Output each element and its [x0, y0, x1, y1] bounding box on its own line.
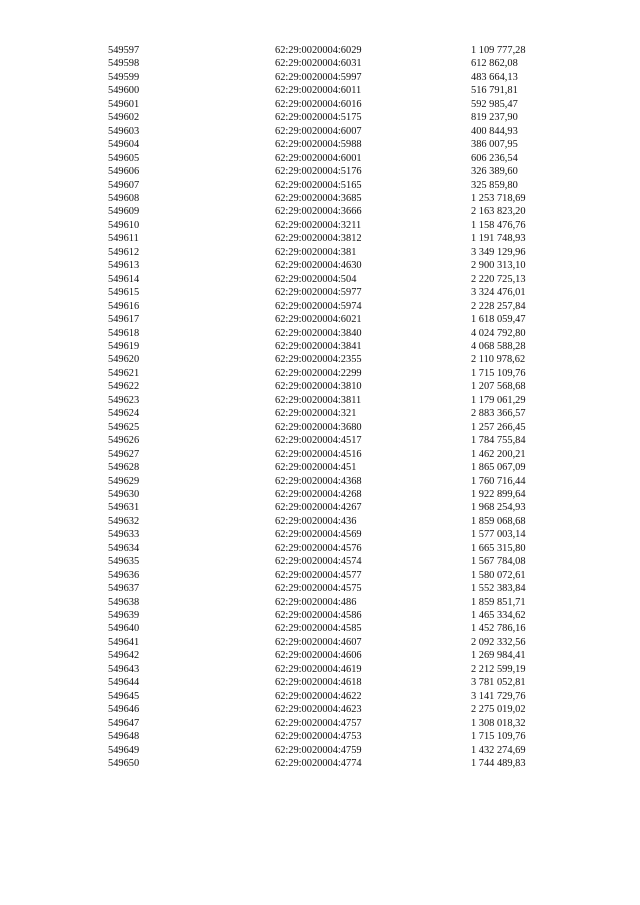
table-row — [108, 98, 561, 111]
table-row — [108, 434, 561, 447]
cadastral-value-cell: 1 577 003,14 — [471, 529, 526, 541]
cadastral-number-cell: 62:29:0020004:6007 — [275, 125, 362, 137]
table-row — [108, 703, 561, 716]
table-row — [108, 515, 561, 528]
table-row — [108, 44, 561, 57]
row-number-cell: 549632 — [108, 515, 140, 527]
row-number-cell: 549597 — [108, 45, 140, 56]
row-number-cell: 549636 — [108, 569, 140, 581]
cadastral-value-cell: 1 784 755,84 — [471, 435, 526, 447]
cadastral-number-cell: 62:29:0020004:4618 — [275, 677, 362, 689]
table-row — [108, 340, 561, 353]
cadastral-number-cell: 62:29:0020004:4759 — [275, 744, 362, 756]
cadastral-value-cell: 1 158 476,76 — [471, 219, 526, 231]
cadastral-value-cell: 592 985,47 — [471, 98, 518, 110]
cadastral-value-cell: 4 068 588,28 — [471, 340, 526, 352]
cadastral-number-cell: 62:29:0020004:3685 — [275, 192, 362, 204]
row-number-cell: 549638 — [108, 596, 140, 608]
cadastral-number-cell: 62:29:0020004:381 — [275, 246, 357, 258]
row-number-cell: 549644 — [108, 677, 140, 689]
cadastral-number-cell: 62:29:0020004:4606 — [275, 650, 362, 662]
cadastral-value-cell: 2 163 823,20 — [471, 206, 526, 218]
row-number-cell: 549606 — [108, 166, 140, 178]
cadastral-number-cell: 62:29:0020004:4576 — [275, 542, 362, 554]
cadastral-value-cell: 1 580 072,61 — [471, 569, 526, 581]
cadastral-number-cell: 62:29:0020004:451 — [275, 462, 357, 474]
cadastral-number-cell: 62:29:0020004:4577 — [275, 569, 362, 581]
table-row — [108, 757, 561, 770]
cadastral-value-cell: 1 462 200,21 — [471, 448, 526, 460]
cadastral-number-cell: 62:29:0020004:5977 — [275, 287, 362, 299]
cadastral-number-cell: 62:29:0020004:486 — [275, 596, 357, 608]
cadastral-value-table — [108, 44, 561, 770]
table-row — [108, 192, 561, 205]
row-number-cell: 549616 — [108, 300, 140, 312]
cadastral-value-cell: 4 024 792,80 — [471, 327, 526, 339]
row-number-cell: 549618 — [108, 327, 140, 339]
cadastral-value-cell: 2 275 019,02 — [471, 704, 526, 716]
cadastral-number-cell: 62:29:0020004:4574 — [275, 556, 362, 568]
row-number-cell: 549642 — [108, 650, 140, 662]
row-number-cell: 549624 — [108, 408, 140, 420]
row-number-cell: 549645 — [108, 690, 140, 702]
row-number-cell: 549647 — [108, 717, 140, 729]
cadastral-value-cell: 3 781 052,81 — [471, 677, 526, 689]
cadastral-number-cell: 62:29:0020004:3680 — [275, 421, 362, 433]
cadastral-value-cell: 1 618 059,47 — [471, 314, 526, 326]
row-number-cell: 549611 — [108, 233, 139, 245]
cadastral-value-cell: 612 862,08 — [471, 58, 518, 70]
row-number-cell: 549599 — [108, 71, 140, 83]
cadastral-value-cell: 2 228 257,84 — [471, 300, 526, 312]
row-number-cell: 549604 — [108, 139, 140, 151]
table-row — [108, 205, 561, 218]
cadastral-value-cell: 1 452 786,16 — [471, 623, 526, 635]
row-number-cell: 549617 — [108, 314, 140, 326]
cadastral-number-cell: 62:29:0020004:3666 — [275, 206, 362, 218]
cadastral-number-cell: 62:29:0020004:6011 — [275, 85, 362, 97]
cadastral-number-cell: 62:29:0020004:5165 — [275, 179, 362, 191]
table-row — [108, 57, 561, 70]
cadastral-value-cell: 2 900 313,10 — [471, 260, 526, 272]
row-number-cell: 549615 — [108, 287, 140, 299]
row-number-cell: 549625 — [108, 421, 140, 433]
cadastral-number-cell: 62:29:0020004:6031 — [275, 58, 362, 70]
table-row — [108, 394, 561, 407]
cadastral-value-cell: 1 432 274,69 — [471, 744, 526, 756]
table-row — [108, 676, 561, 689]
table-row — [108, 138, 561, 151]
cadastral-number-cell: 62:29:0020004:3811 — [275, 394, 362, 406]
cadastral-number-cell: 62:29:0020004:321 — [275, 408, 357, 420]
row-number-cell: 549607 — [108, 179, 140, 191]
row-number-cell: 549621 — [108, 367, 140, 379]
cadastral-number-cell: 62:29:0020004:4757 — [275, 717, 362, 729]
row-number-cell: 549612 — [108, 246, 140, 258]
table-row — [108, 730, 561, 743]
cadastral-number-cell: 62:29:0020004:4619 — [275, 663, 362, 675]
cadastral-value-cell: 1 109 777,28 — [471, 45, 526, 56]
cadastral-number-cell: 62:29:0020004:3812 — [275, 233, 362, 245]
cadastral-number-cell: 62:29:0020004:504 — [275, 273, 357, 285]
table-row — [108, 596, 561, 609]
cadastral-value-cell: 1 253 718,69 — [471, 192, 526, 204]
cadastral-value-cell: 1 179 061,29 — [471, 394, 526, 406]
table-row — [108, 327, 561, 340]
row-number-cell: 549649 — [108, 744, 140, 756]
cadastral-value-cell: 1 922 899,64 — [471, 488, 526, 500]
cadastral-value-cell: 1 968 254,93 — [471, 502, 526, 514]
cadastral-value-cell: 1 308 018,32 — [471, 717, 526, 729]
table-row — [108, 475, 561, 488]
table-row — [108, 555, 561, 568]
table-row — [108, 690, 561, 703]
cadastral-number-cell: 62:29:0020004:4267 — [275, 502, 362, 514]
row-number-cell: 549641 — [108, 636, 140, 648]
table-row — [108, 179, 561, 192]
cadastral-number-cell: 62:29:0020004:3810 — [275, 381, 362, 393]
row-number-cell: 549634 — [108, 542, 140, 554]
table-row — [108, 663, 561, 676]
cadastral-value-cell: 1 465 334,62 — [471, 610, 526, 622]
cadastral-value-cell: 1 859 851,71 — [471, 596, 526, 608]
cadastral-value-cell: 2 110 978,62 — [471, 354, 526, 366]
table-row — [108, 353, 561, 366]
cadastral-number-cell: 62:29:0020004:4623 — [275, 704, 362, 716]
table-row — [108, 407, 561, 420]
table-row — [108, 125, 561, 138]
row-number-cell: 549637 — [108, 583, 140, 595]
table-row — [108, 636, 561, 649]
table-row — [108, 152, 561, 165]
row-number-cell: 549622 — [108, 381, 140, 393]
table-row — [108, 488, 561, 501]
cadastral-value-cell: 1 744 489,83 — [471, 758, 526, 770]
row-number-cell: 549605 — [108, 152, 140, 164]
cadastral-value-cell: 2 212 599,19 — [471, 663, 526, 675]
row-number-cell: 549609 — [108, 206, 140, 218]
row-number-cell: 549603 — [108, 125, 140, 137]
row-number-cell: 549600 — [108, 85, 140, 97]
cadastral-value-cell: 1 865 067,09 — [471, 462, 526, 474]
cadastral-number-cell: 62:29:0020004:5988 — [275, 139, 362, 151]
cadastral-value-cell: 1 207 568,68 — [471, 381, 526, 393]
cadastral-value-cell: 1 191 748,93 — [471, 233, 526, 245]
row-number-cell: 549601 — [108, 98, 140, 110]
row-number-cell: 549648 — [108, 731, 140, 743]
cadastral-value-cell: 3 324 476,01 — [471, 287, 526, 299]
cadastral-number-cell: 62:29:0020004:3840 — [275, 327, 362, 339]
cadastral-value-cell: 3 349 129,96 — [471, 246, 526, 258]
row-number-cell: 549620 — [108, 354, 140, 366]
row-number-cell: 549628 — [108, 462, 140, 474]
cadastral-value-cell: 1 760 716,44 — [471, 475, 526, 487]
table-row — [108, 717, 561, 730]
table-row — [108, 313, 561, 326]
cadastral-number-cell: 62:29:0020004:4586 — [275, 610, 362, 622]
table-row — [108, 501, 561, 514]
cadastral-number-cell: 62:29:0020004:5997 — [275, 71, 362, 83]
row-number-cell: 549633 — [108, 529, 140, 541]
table-row — [108, 84, 561, 97]
row-number-cell: 549623 — [108, 394, 140, 406]
row-number-cell: 549626 — [108, 435, 140, 447]
cadastral-number-cell: 62:29:0020004:4630 — [275, 260, 362, 272]
cadastral-value-cell: 1 859 068,68 — [471, 515, 526, 527]
row-number-cell: 549646 — [108, 704, 140, 716]
table-row — [108, 232, 561, 245]
table-row — [108, 380, 561, 393]
cadastral-value-cell: 326 389,60 — [471, 166, 518, 178]
cadastral-value-cell: 325 859,80 — [471, 179, 518, 191]
cadastral-value-cell: 1 715 109,76 — [471, 731, 526, 743]
table-row — [108, 461, 561, 474]
cadastral-value-cell: 516 791,81 — [471, 85, 518, 97]
table-row — [108, 367, 561, 380]
table-row — [108, 219, 561, 232]
row-number-cell: 549640 — [108, 623, 140, 635]
table-row — [108, 448, 561, 461]
cadastral-number-cell: 62:29:0020004:4368 — [275, 475, 362, 487]
table-row — [108, 622, 561, 635]
row-number-cell: 549613 — [108, 260, 140, 272]
row-number-cell: 549602 — [108, 112, 140, 124]
cadastral-value-cell: 819 237,90 — [471, 112, 518, 124]
row-number-cell: 549631 — [108, 502, 140, 514]
cadastral-value-cell: 2 883 366,57 — [471, 408, 526, 420]
table-row — [108, 528, 561, 541]
cadastral-value-cell: 1 715 109,76 — [471, 367, 526, 379]
row-number-cell: 549643 — [108, 663, 140, 675]
cadastral-value-cell: 2 220 725,13 — [471, 273, 526, 285]
cadastral-number-cell: 62:29:0020004:2299 — [275, 367, 362, 379]
cadastral-number-cell: 62:29:0020004:4569 — [275, 529, 362, 541]
cadastral-number-cell: 62:29:0020004:4622 — [275, 690, 362, 702]
table-row — [108, 582, 561, 595]
cadastral-number-cell: 62:29:0020004:4607 — [275, 636, 362, 648]
table-row — [108, 246, 561, 259]
cadastral-value-cell: 1 552 383,84 — [471, 583, 526, 595]
cadastral-number-cell: 62:29:0020004:5176 — [275, 166, 362, 178]
table-row — [108, 649, 561, 662]
cadastral-number-cell: 62:29:0020004:6021 — [275, 314, 362, 326]
cadastral-number-cell: 62:29:0020004:6001 — [275, 152, 362, 164]
table-row — [108, 286, 561, 299]
cadastral-number-cell: 62:29:0020004:6029 — [275, 45, 362, 56]
cadastral-value-cell: 386 007,95 — [471, 139, 518, 151]
table-row — [108, 165, 561, 178]
row-number-cell: 549614 — [108, 273, 140, 285]
cadastral-number-cell: 62:29:0020004:4585 — [275, 623, 362, 635]
cadastral-number-cell: 62:29:0020004:4774 — [275, 758, 362, 770]
row-number-cell: 549627 — [108, 448, 140, 460]
cadastral-number-cell: 62:29:0020004:2355 — [275, 354, 362, 366]
row-number-cell: 549629 — [108, 475, 140, 487]
cadastral-value-cell: 1 257 266,45 — [471, 421, 526, 433]
cadastral-value-cell: 483 664,13 — [471, 71, 518, 83]
table-row — [108, 569, 561, 582]
row-number-cell: 549598 — [108, 58, 140, 70]
cadastral-number-cell: 62:29:0020004:4753 — [275, 731, 362, 743]
cadastral-number-cell: 62:29:0020004:436 — [275, 515, 357, 527]
cadastral-value-cell: 2 092 332,56 — [471, 636, 526, 648]
cadastral-number-cell: 62:29:0020004:4575 — [275, 583, 362, 595]
table-body — [108, 44, 561, 770]
table-row — [108, 111, 561, 124]
cadastral-number-cell: 62:29:0020004:5175 — [275, 112, 362, 124]
table-row — [108, 744, 561, 757]
table-row — [108, 300, 561, 313]
table-row — [108, 609, 561, 622]
table-row — [108, 421, 561, 434]
row-number-cell: 549650 — [108, 758, 140, 770]
cadastral-value-cell: 606 236,54 — [471, 152, 518, 164]
cadastral-value-cell: 1 269 984,41 — [471, 650, 526, 662]
cadastral-value-cell: 1 665 315,80 — [471, 542, 526, 554]
table-row — [108, 273, 561, 286]
cadastral-value-cell: 3 141 729,76 — [471, 690, 526, 702]
row-number-cell: 549635 — [108, 556, 140, 568]
cadastral-number-cell: 62:29:0020004:3841 — [275, 340, 362, 352]
table-row — [108, 259, 561, 272]
cadastral-number-cell: 62:29:0020004:5974 — [275, 300, 362, 312]
cadastral-number-cell: 62:29:0020004:4517 — [275, 435, 362, 447]
cadastral-value-cell: 400 844,93 — [471, 125, 518, 137]
row-number-cell: 549630 — [108, 488, 140, 500]
row-number-cell: 549619 — [108, 340, 140, 352]
cadastral-number-cell: 62:29:0020004:6016 — [275, 98, 362, 110]
row-number-cell: 549610 — [108, 219, 140, 231]
cadastral-number-cell: 62:29:0020004:3211 — [275, 219, 362, 231]
row-number-cell: 549608 — [108, 192, 140, 204]
cadastral-number-cell: 62:29:0020004:4268 — [275, 488, 362, 500]
cadastral-number-cell: 62:29:0020004:4516 — [275, 448, 362, 460]
cadastral-value-cell: 1 567 784,08 — [471, 556, 526, 568]
table-row — [108, 71, 561, 84]
table-row — [108, 542, 561, 555]
row-number-cell: 549639 — [108, 610, 140, 622]
